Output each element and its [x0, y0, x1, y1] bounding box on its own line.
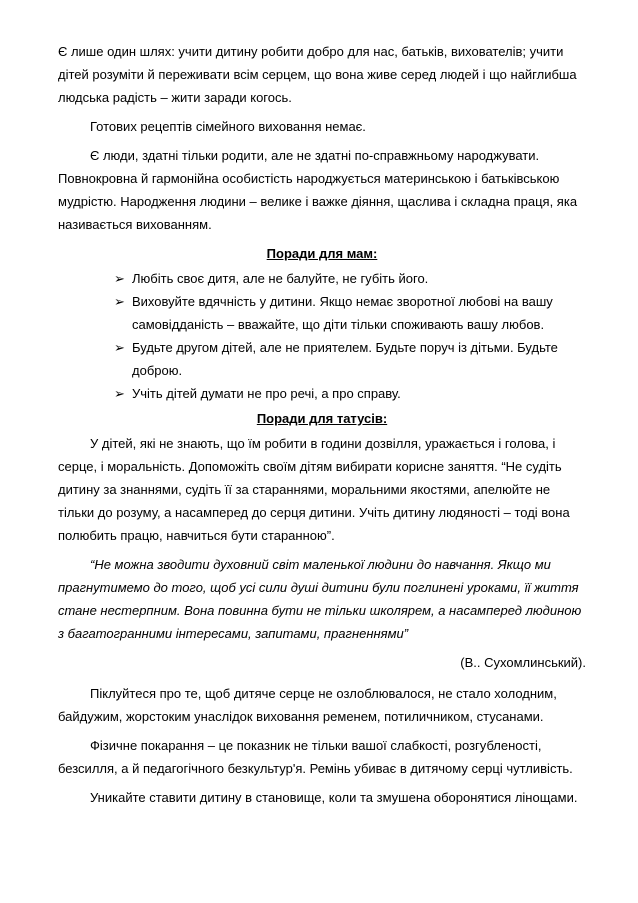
moms-tips-list	[58, 267, 586, 405]
list-item	[114, 336, 586, 382]
moms-heading: Поради для мам:	[266, 246, 378, 261]
list-item	[114, 267, 586, 290]
list-item	[114, 290, 586, 336]
laziness-paragraph: Уникайте ставити дитину в становище, коли та змушена оборонятися лінощами.	[90, 790, 578, 805]
tip-text: Учіть дітей думати не про речі, а про справу.	[132, 386, 401, 401]
quote-paragraph: “Не можна зводити духовний світ маленької людини до навчання. Якщо ми прагнутимемо до того, щоб усі сили душі дитини були поглинені уроками, її життя стане нестерпним. Вона повинна бути не тільки школярем, а насамперед людиною з багатогранними інтересами, запитами, прагненнями”	[58, 557, 582, 641]
arrow-bullet-icon: ➢	[114, 271, 125, 286]
intro-paragraph: Є лише один шлях: учити дитину робити добро для нас, батьків, вихователів; учити дітей розуміти й переживати всім серцем, що вона живе серед людей і що найглибша людська радість – жити заради когось.	[58, 44, 577, 105]
birth-paragraph: Є люди, здатні тільки родити, але не здатні по-справжньому народжувати. Повнокровна й гармонійна особистість народжується материнською і батьківською мудрістю. Народження людини – велике і важке діяння, щаслива і складна праця, яка називається вихованням.	[58, 148, 578, 232]
quote-signature: (В.. Сухомлинський).	[460, 655, 586, 670]
dads-heading: Поради для татусів:	[256, 411, 388, 426]
tip-text: Виховуйте вдячність у дитини. Якщо немає зворотної любові на вашу самовідданість – вважайте, що діти тільки споживають вашу любов.	[132, 294, 553, 332]
punishment-paragraph: Фізичне покарання – це показник не тільки вашої слабкості, розгубленості, безсилля, а й педагогічного безкультур'я. Ремінь убиває в дитячому серці чутливість.	[58, 738, 573, 776]
tip-text: Будьте другом дітей, але не приятелем. Будьте поруч із дітьми. Будьте доброю.	[132, 340, 558, 378]
list-item	[114, 382, 586, 405]
document-body	[58, 40, 586, 815]
arrow-bullet-icon: ➢	[114, 386, 125, 401]
tip-text: Любіть своє дитя, але не балуйте, не губіть його.	[132, 271, 429, 286]
arrow-bullet-icon: ➢	[114, 294, 125, 309]
care-paragraph: Піклуйтеся про те, щоб дитяче серце не озлоблювалося, не стало холодним, байдужим, жорстоким унаслідок виховання ременем, потиличником, стусанами.	[58, 686, 557, 724]
leisure-paragraph: У дітей, які не знають, що їм робити в години дозвілля, уражається і голова, і серце, і моральність. Допоможіть своїм дітям вибирати корисне заняття. “Не судіть дитину за знаннями, судіть її за стараннями, моральними якостями, апелюйте не тільки до розуму, а насамперед до серця дитини. Учіть дитину людяності – тоді вона полюбить працю, навчиться бути старанною”.	[58, 436, 570, 543]
arrow-bullet-icon: ➢	[114, 340, 125, 355]
recipes-paragraph: Готових рецептів сімейного виховання немає.	[90, 119, 366, 134]
